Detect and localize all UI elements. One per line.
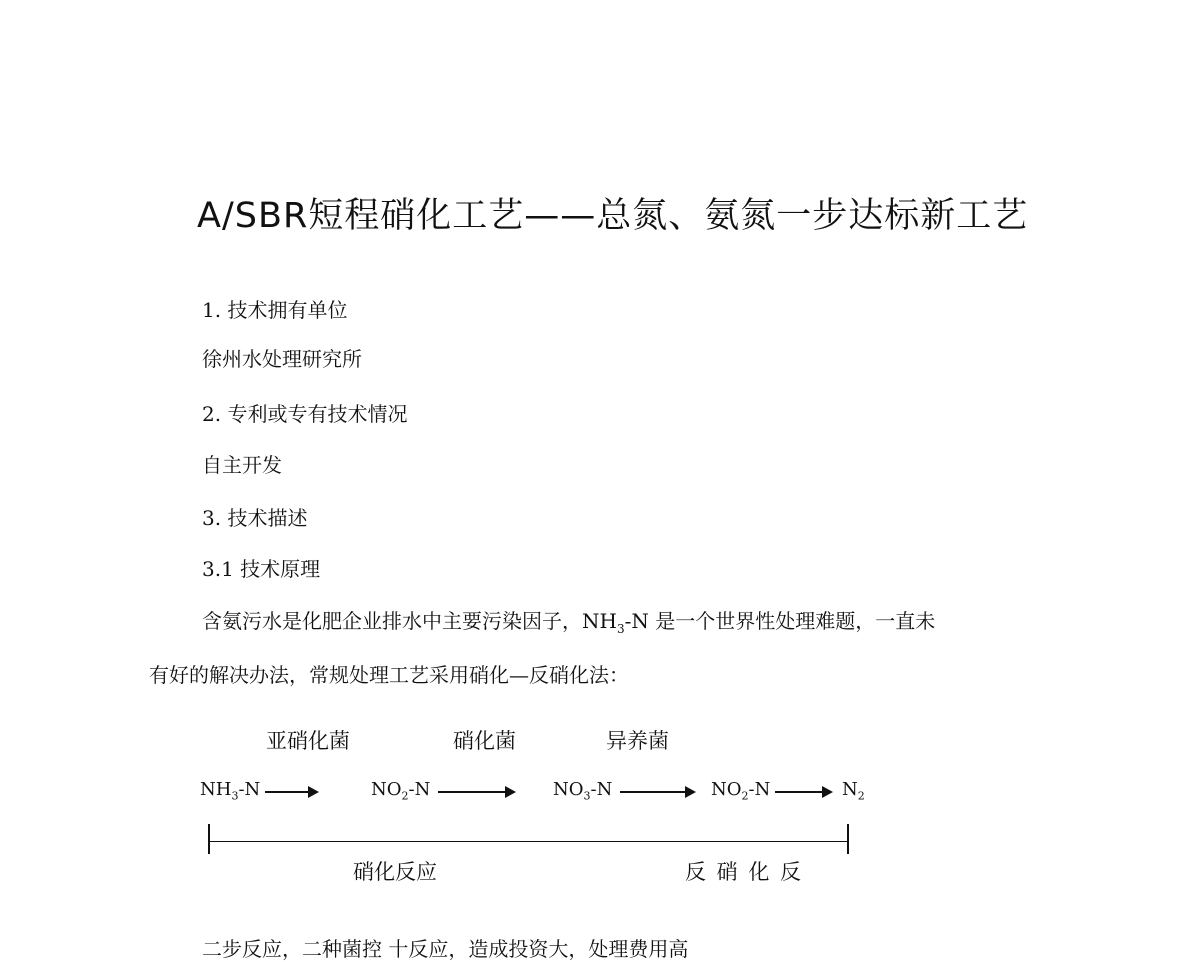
document-title: A/SBR短程硝化工艺——总氮、氨氮一步达标新工艺 xyxy=(197,196,1029,236)
section-1-body: 徐州水处理研究所 xyxy=(202,347,362,371)
stage-bracket-line xyxy=(209,841,848,842)
species-nitrite: $NO_2-N$ xyxy=(711,779,771,803)
species-ammonia: $NH_3-N$ xyxy=(200,779,261,803)
species-nitrogen-gas: $N_2$ xyxy=(842,779,865,803)
bacteria-label: 异养菌 xyxy=(606,729,669,753)
section-3-1-heading: 3.1 技术原理 xyxy=(202,557,321,581)
section-2-heading: 2. 专利或专有技术情况 xyxy=(202,402,408,426)
section-1-heading: 1. 技术拥有单位 xyxy=(202,298,348,322)
paragraph-line-3-partial: 二步反应，二种菌控 十反应，造成投资大，处理费用高 xyxy=(202,937,689,961)
reaction-arrow xyxy=(620,791,694,793)
reaction-arrow xyxy=(265,791,317,793)
paragraph-line-2: 有好的解决办法，常规处理工艺采用硝化—反硝化法： xyxy=(149,663,629,687)
reaction-arrow xyxy=(775,791,831,793)
section-3-heading: 3. 技术描述 xyxy=(202,506,308,530)
bacteria-label: 亚硝化菌 xyxy=(266,729,350,753)
reaction-arrow xyxy=(438,791,514,793)
section-2-body: 自主开发 xyxy=(202,453,282,477)
stage-bracket-tick xyxy=(847,824,849,854)
species-nitrate: $NO_3-N$ xyxy=(553,779,613,803)
stage-label-nitrification: 硝化反应 xyxy=(353,860,437,884)
bacteria-label: 硝化菌 xyxy=(453,729,516,753)
paragraph-line-1: 含氨污水是化肥企业排水中主要污染因子，$NH_3-N$ 是一个世界性处理难题，一直未 xyxy=(202,609,936,636)
species-nitrite: $NO_2-N$ xyxy=(371,779,431,803)
stage-label-denitrification: 反 硝 化 反 xyxy=(685,860,804,884)
stage-bracket-tick xyxy=(208,824,210,854)
